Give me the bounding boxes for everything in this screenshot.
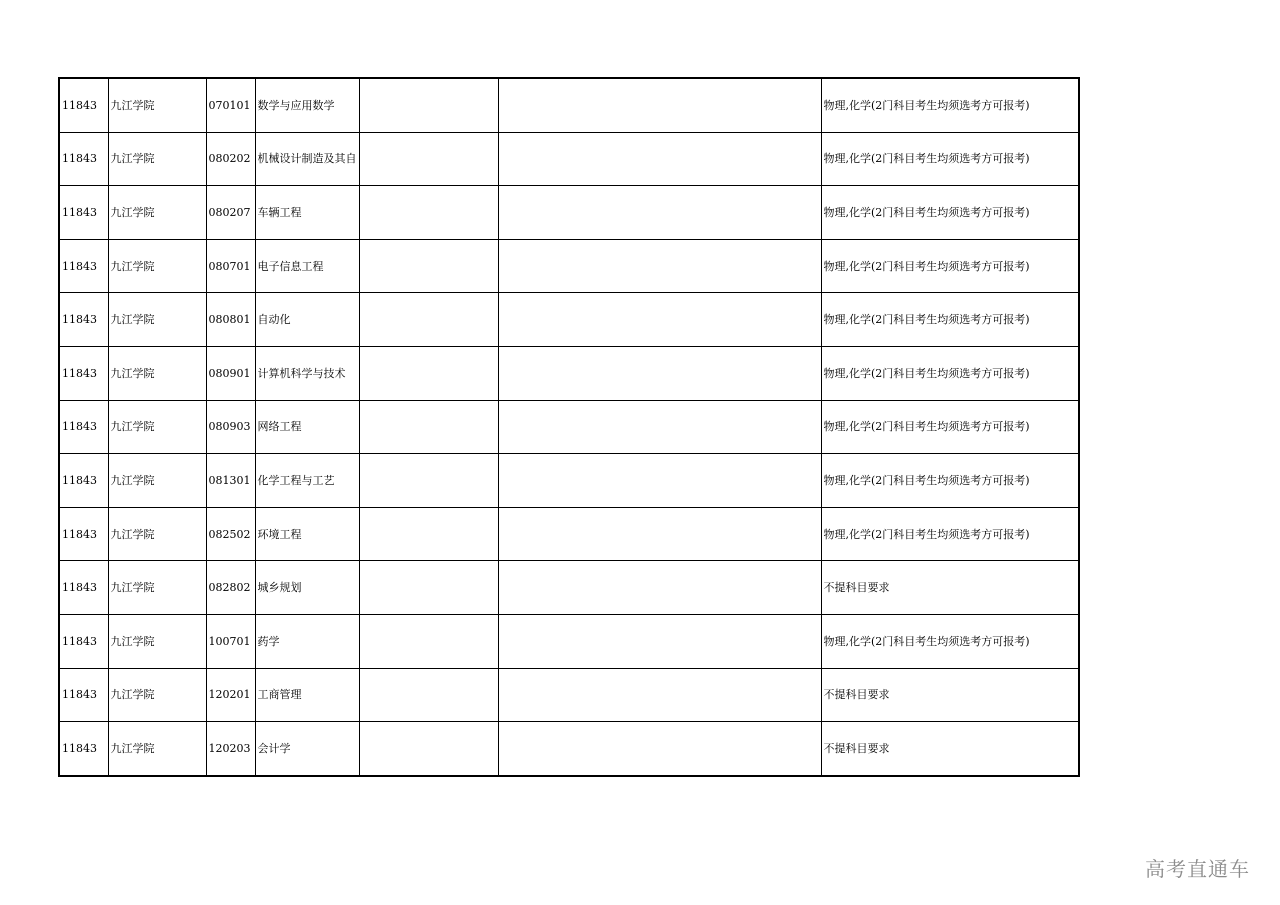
empty-cell: [498, 400, 821, 454]
table-row: [59, 614, 1079, 668]
empty-cell: [359, 722, 498, 776]
subject-requirements-table: [58, 77, 1080, 777]
empty-cell: [359, 400, 498, 454]
school-name-cell: 九江学院: [108, 668, 206, 722]
major-name-cell: 数学与应用数学: [255, 78, 359, 132]
school-name-cell: 九江学院: [108, 614, 206, 668]
school-name-cell: 九江学院: [108, 400, 206, 454]
major-code-cell: 080903: [206, 400, 255, 454]
major-code-cell: 080801: [206, 293, 255, 347]
school-name-cell: 九江学院: [108, 507, 206, 561]
empty-cell: [498, 561, 821, 615]
school-name-cell: 九江学院: [108, 561, 206, 615]
school-code-cell: 11843: [59, 614, 108, 668]
school-code-cell: 11843: [59, 239, 108, 293]
school-code-cell: 11843: [59, 561, 108, 615]
empty-cell: [498, 507, 821, 561]
major-code-cell: 070101: [206, 78, 255, 132]
subject-requirement-cell: 物理,化学(2门科目考生均须选考方可报考): [821, 507, 1079, 561]
empty-cell: [359, 454, 498, 508]
table-body: [59, 78, 1079, 776]
table-row: [59, 561, 1079, 615]
table-row: [59, 400, 1079, 454]
empty-cell: [498, 346, 821, 400]
major-name-cell: 工商管理: [255, 668, 359, 722]
empty-cell: [359, 132, 498, 186]
empty-cell: [498, 132, 821, 186]
subject-requirement-cell: 物理,化学(2门科目考生均须选考方可报考): [821, 400, 1079, 454]
subject-requirement-cell: 物理,化学(2门科目考生均须选考方可报考): [821, 454, 1079, 508]
major-name-cell: 会计学: [255, 722, 359, 776]
major-name-cell: 车辆工程: [255, 186, 359, 240]
table-row: [59, 722, 1079, 776]
school-name-cell: 九江学院: [108, 186, 206, 240]
empty-cell: [359, 346, 498, 400]
table-row: [59, 668, 1079, 722]
subject-requirement-cell: 物理,化学(2门科目考生均须选考方可报考): [821, 239, 1079, 293]
table-row: [59, 132, 1079, 186]
school-code-cell: 11843: [59, 722, 108, 776]
empty-cell: [498, 454, 821, 508]
table-row: [59, 78, 1079, 132]
major-code-cell: 080202: [206, 132, 255, 186]
empty-cell: [498, 614, 821, 668]
school-name-cell: 九江学院: [108, 132, 206, 186]
empty-cell: [359, 293, 498, 347]
empty-cell: [498, 722, 821, 776]
empty-cell: [498, 668, 821, 722]
school-code-cell: 11843: [59, 132, 108, 186]
major-code-cell: 080901: [206, 346, 255, 400]
table-row: [59, 454, 1079, 508]
table-row: [59, 239, 1079, 293]
empty-cell: [359, 561, 498, 615]
major-code-cell: 080701: [206, 239, 255, 293]
subject-requirement-cell: 物理,化学(2门科目考生均须选考方可报考): [821, 614, 1079, 668]
empty-cell: [498, 186, 821, 240]
school-name-cell: 九江学院: [108, 293, 206, 347]
subject-requirement-cell: 物理,化学(2门科目考生均须选考方可报考): [821, 186, 1079, 240]
empty-cell: [498, 293, 821, 347]
major-name-cell: 化学工程与工艺: [255, 454, 359, 508]
school-name-cell: 九江学院: [108, 239, 206, 293]
major-code-cell: 120201: [206, 668, 255, 722]
subject-requirement-cell: 物理,化学(2门科目考生均须选考方可报考): [821, 293, 1079, 347]
school-name-cell: 九江学院: [108, 346, 206, 400]
empty-cell: [498, 78, 821, 132]
school-code-cell: 11843: [59, 400, 108, 454]
subject-requirement-cell: 不提科目要求: [821, 722, 1079, 776]
table-row: [59, 293, 1079, 347]
major-name-cell: 环境工程: [255, 507, 359, 561]
major-code-cell: 100701: [206, 614, 255, 668]
major-name-cell: 电子信息工程: [255, 239, 359, 293]
subject-requirement-cell: 物理,化学(2门科目考生均须选考方可报考): [821, 132, 1079, 186]
table-row: [59, 346, 1079, 400]
empty-cell: [359, 614, 498, 668]
empty-cell: [359, 239, 498, 293]
school-code-cell: 11843: [59, 186, 108, 240]
empty-cell: [498, 239, 821, 293]
major-name-cell: 自动化: [255, 293, 359, 347]
major-code-cell: 082502: [206, 507, 255, 561]
major-name-cell: 城乡规划: [255, 561, 359, 615]
table-row: [59, 186, 1079, 240]
major-name-cell: 机械设计制造及其自: [255, 132, 359, 186]
subject-requirement-cell: 物理,化学(2门科目考生均须选考方可报考): [821, 346, 1079, 400]
school-code-cell: 11843: [59, 507, 108, 561]
watermark: 高考直通车: [1145, 857, 1250, 881]
subject-requirement-cell: 不提科目要求: [821, 668, 1079, 722]
subject-requirement-cell: 物理,化学(2门科目考生均须选考方可报考): [821, 78, 1079, 132]
empty-cell: [359, 668, 498, 722]
major-name-cell: 计算机科学与技术: [255, 346, 359, 400]
school-name-cell: 九江学院: [108, 454, 206, 508]
school-code-cell: 11843: [59, 668, 108, 722]
empty-cell: [359, 186, 498, 240]
major-code-cell: 081301: [206, 454, 255, 508]
major-code-cell: 082802: [206, 561, 255, 615]
subject-requirement-cell: 不提科目要求: [821, 561, 1079, 615]
table-row: [59, 507, 1079, 561]
school-name-cell: 九江学院: [108, 722, 206, 776]
school-code-cell: 11843: [59, 346, 108, 400]
school-code-cell: 11843: [59, 293, 108, 347]
major-name-cell: 药学: [255, 614, 359, 668]
school-name-cell: 九江学院: [108, 78, 206, 132]
school-code-cell: 11843: [59, 454, 108, 508]
major-code-cell: 080207: [206, 186, 255, 240]
empty-cell: [359, 507, 498, 561]
major-name-cell: 网络工程: [255, 400, 359, 454]
major-code-cell: 120203: [206, 722, 255, 776]
school-code-cell: 11843: [59, 78, 108, 132]
empty-cell: [359, 78, 498, 132]
